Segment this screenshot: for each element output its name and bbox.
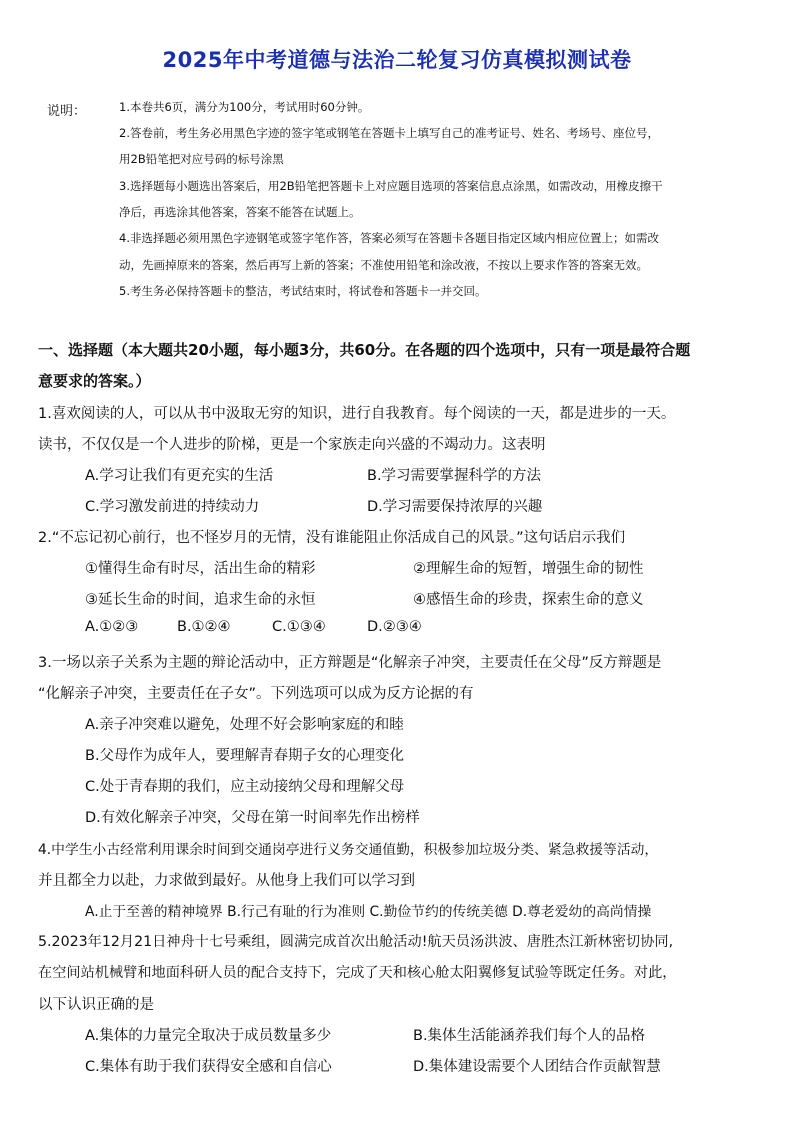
note-line-7: 动，先画掉原来的答案，然后再写上新的答案；不准使用铅笔和涂改液，不按以上要求作答的答案无效。 — [119, 258, 648, 272]
q5-option-a: A.集体的力量完全取决于成员数量多少 — [85, 1028, 332, 1044]
q5-stem-line-1: 5.2023年12月21日神舟十七号乘组，圆满完成首次出舱活动!航天员汤洪波、唐胜杰江新林密切协同, — [38, 934, 674, 950]
q1-option-b: B.学习需要掌握科学的方法 — [367, 468, 542, 484]
q1-option-d: D.学习需要保持浓厚的兴趣 — [367, 499, 543, 515]
q3-stem-line-2: “化解亲子冲突，主要责任在子女”。下列选项可以成为反方论据的有 — [38, 686, 474, 702]
note-line-4: 3.选择题每小题选出答案后，用2B铅笔把答题卡上对应题目选项的答案信息点涂黑，如需改动，用橡皮擦干 — [119, 179, 663, 193]
q5-option-d: D.集体建设需要个人团结合作贡献智慧 — [413, 1059, 661, 1075]
note-line-2: 2.答卷前，考生务必用黑色字迹的签字笔或钢笔在答题卡上填写自己的准考证号、姓名、考场号、座位号， — [119, 126, 659, 140]
note-line-6: 4.非选择题必须用黑色字迹钢笔或签字笔作答，答案必须写在答题卡各题目指定区域内相应位置上；如需改 — [119, 231, 659, 245]
note-line-5: 净后，再选涂其他答案，答案不能答在试题上。 — [119, 205, 361, 219]
q2-option-a: A.①②③ — [85, 619, 139, 635]
q4-stem-line-2: 并且都全力以赴，力求做到最好。从他身上我们可以学习到 — [38, 873, 415, 889]
exam-title: 2025年中考道德与法治二轮复习仿真模拟测试卷 — [162, 48, 632, 72]
q1-option-a: A.学习让我们有更充实的生活 — [85, 468, 274, 484]
q5-stem-line-3: 以下认识正确的是 — [38, 997, 154, 1013]
section-heading-line-1: 一、选择题（本大题共20小题，每小题3分，共60分。在各题的四个选项中，只有一项是最符合题 — [38, 341, 691, 359]
q4-options: A.止于至善的精神境界 B.行己有耻的行为准则 C.勤俭节约的传统美德 D.尊老爱幼的高尚情操 — [85, 904, 652, 920]
note-line-1: 1.本卷共6页，满分为100分，考试用时60分钟。 — [119, 100, 370, 114]
q3-option-c: C.处于青春期的我们，应主动接纳父母和理解父母 — [85, 779, 405, 795]
q3-option-d: D.有效化解亲子冲突，父母在第一时间率先作出榜样 — [85, 810, 420, 826]
q2-option-b: B.①②④ — [177, 619, 231, 635]
q5-option-b: B.集体生活能涵养我们每个人的品格 — [413, 1028, 646, 1044]
section-heading-line-2: 意要求的答案。） — [38, 372, 151, 390]
q1-option-c: C.学习激发前进的持续动力 — [85, 499, 260, 515]
note-line-3: 用2B铅笔把对应号码的标号涂黑 — [119, 152, 284, 166]
q3-option-a: A.亲子冲突难以避免，处理不好会影响家庭的和睦 — [85, 717, 404, 733]
q2-option-c: C.①③④ — [272, 619, 326, 635]
q2-statement-4: ④感悟生命的珍贵，探索生命的意义 — [413, 592, 644, 608]
note-line-8: 5.考生务必保持答题卡的整洁，考试结束时，将试卷和答题卡一并交回。 — [119, 284, 487, 298]
q2-statement-1: ①懂得生命有时尽，活出生命的精彩 — [85, 561, 316, 577]
q1-stem-line-1: 1.喜欢阅读的人，可以从书中汲取无穷的知识，进行自我教育。每个阅读的一天，都是进步的一天。 — [38, 406, 676, 422]
q2-option-d: D.②③④ — [367, 619, 422, 635]
q3-option-b: B.父母作为成年人，要理解青春期子女的心理变化 — [85, 748, 405, 764]
q5-stem-line-2: 在空间站机械臂和地面科研人员的配合支持下，完成了天和核心舱太阳翼修复试验等既定任务。对此， — [38, 965, 677, 981]
q5-option-c: C.集体有助于我们获得安全感和自信心 — [85, 1059, 332, 1075]
q2-stem: 2.“不忘记初心前行，也不怪岁月的无情，没有谁能阻止你活成自己的风景。”这句话启示我们 — [38, 530, 626, 546]
q2-statement-2: ②理解生命的短暂，增强生命的韧性 — [413, 561, 644, 577]
q1-stem-line-2: 读书，不仅仅是一个人进步的阶梯，更是一个家族走向兴盛的不竭动力。这表明 — [38, 437, 546, 453]
q2-statement-3: ③延长生命的时间，追求生命的永恒 — [85, 592, 316, 608]
q3-stem-line-1: 3.一场以亲子关系为主题的辩论活动中，正方辩题是“化解亲子冲突，主要责任在父母”反方辩题是 — [38, 655, 662, 671]
notes-label: 说明： — [47, 104, 87, 119]
q4-stem-line-1: 4.中学生小古经常利用课余时间到交通岗亭进行义务交通值勤，积极参加垃圾分类、紧急救援等活动， — [38, 842, 659, 858]
